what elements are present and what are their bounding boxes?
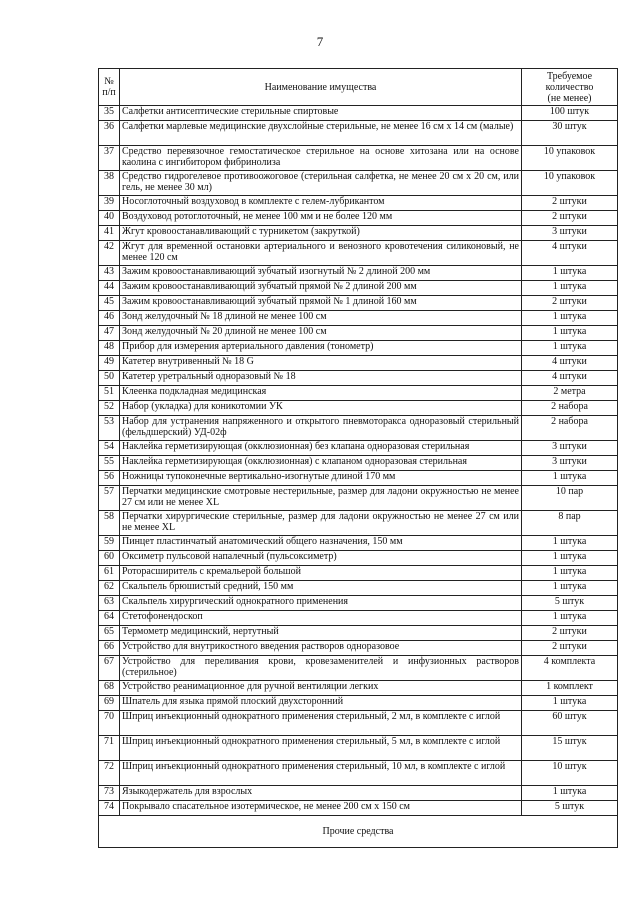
row-quantity: 10 штук [522, 761, 618, 786]
row-number: 62 [99, 581, 120, 596]
table-row [99, 511, 618, 536]
row-quantity: 2 штуки [522, 211, 618, 226]
row-name: Носоглоточный воздуховод в комплекте с гелем-лубрикантом [120, 196, 522, 211]
row-name: Жгут для временной остановки артериального и венозного кровотечения силиконовый, не менее 120 см [120, 241, 522, 266]
row-number: 71 [99, 736, 120, 761]
row-name: Скальпель хирургический однократного применения [120, 596, 522, 611]
table-row [99, 761, 618, 786]
row-name: Салфетки марлевые медицинские двухслойные стерильные, не менее 16 см х 14 см (малые) [120, 121, 522, 146]
row-name: Салфетки антисептические стерильные спиртовые [120, 106, 522, 121]
row-quantity: 2 штуки [522, 641, 618, 656]
table-row [99, 736, 618, 761]
table-row [99, 106, 618, 121]
row-number: 56 [99, 471, 120, 486]
row-quantity: 60 штук [522, 711, 618, 736]
row-number: 35 [99, 106, 120, 121]
row-name: Катетер внутривенный № 18 G [120, 356, 522, 371]
row-number: 63 [99, 596, 120, 611]
table-footer-row [99, 816, 618, 848]
table-row [99, 611, 618, 626]
table-row [99, 326, 618, 341]
row-number: 38 [99, 171, 120, 196]
row-name: Воздуховод ротоглоточный, не менее 100 мм и не более 120 мм [120, 211, 522, 226]
table-row [99, 566, 618, 581]
table-row [99, 196, 618, 211]
row-quantity: 5 штук [522, 801, 618, 816]
table-row [99, 641, 618, 656]
table-row [99, 171, 618, 196]
row-quantity: 1 штука [522, 341, 618, 356]
row-quantity: 3 штуки [522, 441, 618, 456]
row-quantity: 100 штук [522, 106, 618, 121]
row-quantity: 1 комплект [522, 681, 618, 696]
row-number: 67 [99, 656, 120, 681]
table-row [99, 596, 618, 611]
row-number: 41 [99, 226, 120, 241]
page-number: 7 [316, 34, 324, 49]
table-header-row [99, 69, 618, 106]
table-row [99, 536, 618, 551]
row-quantity: 1 штука [522, 471, 618, 486]
header-quantity: Требуемое количество (не менее) [522, 69, 618, 106]
row-quantity: 1 штука [522, 326, 618, 341]
table-row [99, 416, 618, 441]
row-number: 44 [99, 281, 120, 296]
row-number: 69 [99, 696, 120, 711]
row-number: 54 [99, 441, 120, 456]
row-quantity: 1 штука [522, 786, 618, 801]
row-name: Устройство реанимационное для ручной вентиляции легких [120, 681, 522, 696]
table-row [99, 456, 618, 471]
row-number: 48 [99, 341, 120, 356]
table-row [99, 211, 618, 226]
row-quantity: 1 штука [522, 551, 618, 566]
row-name: Прибор для измерения артериального давления (тонометр) [120, 341, 522, 356]
row-name: Шприц инъекционный однократного применения стерильный, 5 мл, в комплекте с иглой [120, 736, 522, 761]
row-number: 66 [99, 641, 120, 656]
row-number: 42 [99, 241, 120, 266]
table-row [99, 696, 618, 711]
row-number: 47 [99, 326, 120, 341]
row-name: Средство перевязочное гемостатическое стерильное на основе хитозана или на основе каолина с ингибитором фибринолиза [120, 146, 522, 171]
row-quantity: 10 пар [522, 486, 618, 511]
row-number: 65 [99, 626, 120, 641]
table-row [99, 311, 618, 326]
row-name: Зажим кровоостанавливающий зубчатый изогнутый № 2 длиной 200 мм [120, 266, 522, 281]
row-number: 55 [99, 456, 120, 471]
row-number: 53 [99, 416, 120, 441]
row-quantity: 3 штуки [522, 456, 618, 471]
row-name: Наклейка герметизирующая (окклюзионная) без клапана одноразовая стерильная [120, 441, 522, 456]
row-name: Жгут кровоостанавливающий с турникетом (закруткой) [120, 226, 522, 241]
row-quantity: 10 упаковок [522, 171, 618, 196]
table-row [99, 656, 618, 681]
row-quantity: 2 штуки [522, 626, 618, 641]
row-quantity: 3 штуки [522, 226, 618, 241]
row-name: Зажим кровоостанавливающий зубчатый прямой № 2 длиной 200 мм [120, 281, 522, 296]
row-quantity: 10 упаковок [522, 146, 618, 171]
row-number: 43 [99, 266, 120, 281]
row-quantity: 4 штуки [522, 356, 618, 371]
section-title-other: Прочие средства [99, 816, 618, 848]
row-quantity: 2 набора [522, 416, 618, 441]
table-row [99, 786, 618, 801]
row-name: Зонд желудочный № 20 длиной не менее 100 см [120, 326, 522, 341]
row-name: Устройство для переливания крови, кровезаменителей и инфузионных растворов (стерильное) [120, 656, 522, 681]
row-name: Шприц инъекционный однократного применения стерильный, 10 мл, в комплекте с иглой [120, 761, 522, 786]
row-number: 52 [99, 401, 120, 416]
row-quantity: 1 штука [522, 536, 618, 551]
row-number: 57 [99, 486, 120, 511]
row-quantity: 1 штука [522, 266, 618, 281]
row-name: Стетофонендоскоп [120, 611, 522, 626]
table-row [99, 121, 618, 146]
row-name: Термометр медицинский, нертутный [120, 626, 522, 641]
row-number: 74 [99, 801, 120, 816]
table-row [99, 401, 618, 416]
row-number: 49 [99, 356, 120, 371]
row-number: 46 [99, 311, 120, 326]
header-number: № п/п [99, 69, 120, 106]
row-number: 59 [99, 536, 120, 551]
row-name: Средство гидрогелевое противоожоговое (стерильная салфетка, не менее 20 см х 20 см, или гель, не менее 30 мл) [120, 171, 522, 196]
row-number: 36 [99, 121, 120, 146]
row-quantity: 15 штук [522, 736, 618, 761]
row-quantity: 8 пар [522, 511, 618, 536]
row-number: 61 [99, 566, 120, 581]
table-row [99, 711, 618, 736]
table-row [99, 241, 618, 266]
row-number: 72 [99, 761, 120, 786]
row-number: 60 [99, 551, 120, 566]
row-name: Шприц инъекционный однократного применения стерильный, 2 мл, в комплекте с иглой [120, 711, 522, 736]
row-number: 58 [99, 511, 120, 536]
row-number: 64 [99, 611, 120, 626]
table-row [99, 441, 618, 456]
row-number: 68 [99, 681, 120, 696]
row-number: 39 [99, 196, 120, 211]
table-row [99, 551, 618, 566]
row-quantity: 1 штука [522, 566, 618, 581]
table-row [99, 341, 618, 356]
row-name: Зонд желудочный № 18 длиной не менее 100 см [120, 311, 522, 326]
row-name: Роторасширитель с кремальерой большой [120, 566, 522, 581]
row-number: 45 [99, 296, 120, 311]
row-name: Покрывало спасательное изотермическое, не менее 200 см х 150 см [120, 801, 522, 816]
row-quantity: 4 штуки [522, 241, 618, 266]
row-name: Языкодержатель для взрослых [120, 786, 522, 801]
row-name: Зажим кровоостанавливающий зубчатый прямой № 1 длиной 160 мм [120, 296, 522, 311]
row-name: Пинцет пластинчатый анатомический общего назначения, 150 мм [120, 536, 522, 551]
row-quantity: 1 штука [522, 281, 618, 296]
row-name: Ножницы тупоконечные вертикально-изогнутые длиной 170 мм [120, 471, 522, 486]
row-quantity: 5 штук [522, 596, 618, 611]
equipment-table [98, 68, 618, 848]
row-name: Наклейка герметизирующая (окклюзионная) с клапаном одноразовая стерильная [120, 456, 522, 471]
row-number: 37 [99, 146, 120, 171]
table-row [99, 356, 618, 371]
row-name: Набор (укладка) для коникотомии УК [120, 401, 522, 416]
row-name: Оксиметр пульсовой напалечный (пульсоксиметр) [120, 551, 522, 566]
row-quantity: 2 набора [522, 401, 618, 416]
table-row [99, 266, 618, 281]
row-quantity: 1 штука [522, 611, 618, 626]
row-quantity: 30 штук [522, 121, 618, 146]
row-name: Скальпель брюшистый средний, 150 мм [120, 581, 522, 596]
row-quantity: 2 штуки [522, 196, 618, 211]
table-row [99, 281, 618, 296]
row-quantity: 1 штука [522, 311, 618, 326]
row-number: 51 [99, 386, 120, 401]
table-row [99, 386, 618, 401]
table-row [99, 226, 618, 241]
table-row [99, 681, 618, 696]
row-number: 70 [99, 711, 120, 736]
row-name: Шпатель для языка прямой плоский двухсторонний [120, 696, 522, 711]
row-number: 40 [99, 211, 120, 226]
row-number: 50 [99, 371, 120, 386]
row-quantity: 2 штуки [522, 296, 618, 311]
row-quantity: 4 комплекта [522, 656, 618, 681]
row-quantity: 2 метра [522, 386, 618, 401]
table-row [99, 371, 618, 386]
table-row [99, 486, 618, 511]
table-row [99, 626, 618, 641]
row-name: Перчатки медицинские смотровые нестерильные, размер для ладони окружностью не менее 27 см или не менее XL [120, 486, 522, 511]
row-name: Устройство для внутрикостного введения растворов одноразовое [120, 641, 522, 656]
header-name: Наименование имущества [120, 69, 522, 106]
table-row [99, 581, 618, 596]
row-name: Набор для устранения напряженного и открытого пневмоторакса одноразовый стерильный (фельдшерский) УД-02ф [120, 416, 522, 441]
row-quantity: 4 штуки [522, 371, 618, 386]
row-number: 73 [99, 786, 120, 801]
row-name: Клеенка подкладная медицинская [120, 386, 522, 401]
row-name: Перчатки хирургические стерильные, размер для ладони окружностью не менее 27 см или не менее XL [120, 511, 522, 536]
table-row [99, 471, 618, 486]
row-quantity: 1 штука [522, 696, 618, 711]
row-name: Катетер уретральный одноразовый № 18 [120, 371, 522, 386]
table-row [99, 146, 618, 171]
table-row [99, 296, 618, 311]
table-row [99, 801, 618, 816]
row-quantity: 1 штука [522, 581, 618, 596]
